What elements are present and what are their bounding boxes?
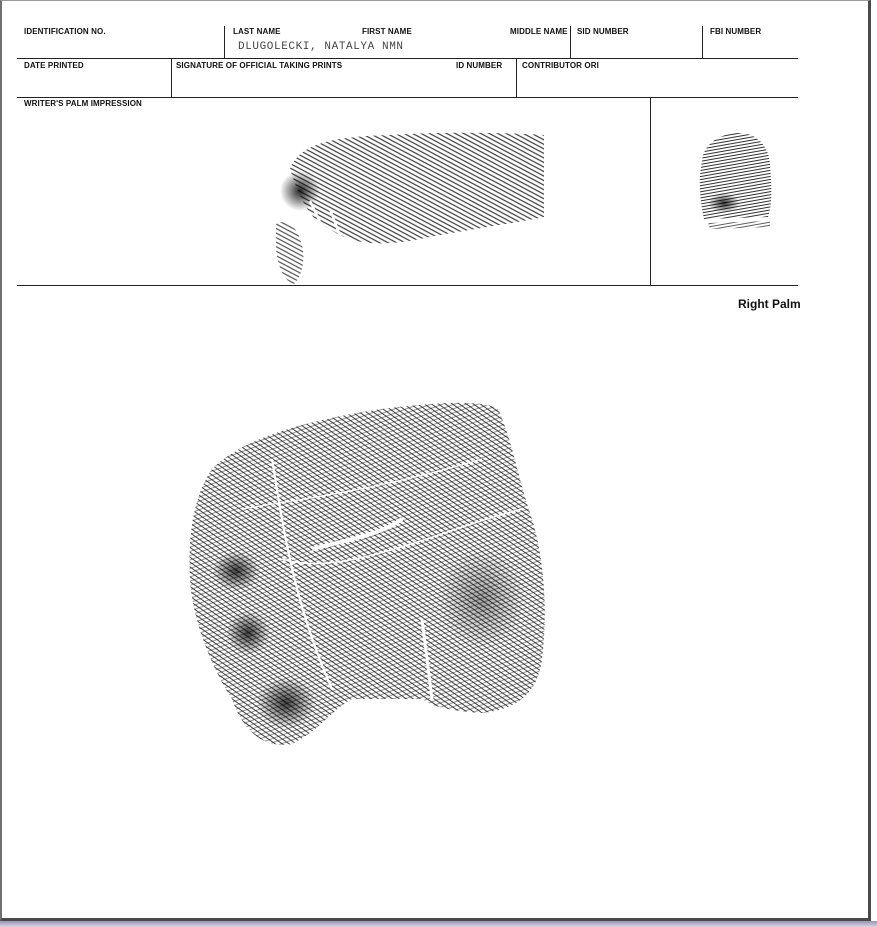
divider bbox=[17, 58, 798, 59]
writer-palm-print bbox=[270, 129, 548, 287]
date-printed-label: DATE PRINTED bbox=[24, 61, 84, 70]
divider bbox=[17, 97, 798, 98]
divider bbox=[171, 58, 172, 97]
right-palm-title: Right Palm bbox=[738, 297, 801, 311]
divider bbox=[224, 26, 225, 58]
divider bbox=[570, 26, 571, 58]
writers-palm-label: WRITER'S PALM IMPRESSION bbox=[24, 99, 142, 108]
divider bbox=[702, 26, 703, 58]
identification-no-label: IDENTIFICATION NO. bbox=[24, 27, 106, 36]
thumbprint bbox=[694, 131, 774, 231]
contributor-ori-label: CONTRIBUTOR ORI bbox=[522, 61, 599, 70]
right-palm-print bbox=[182, 399, 552, 751]
name-value: DLUGOLECKI, NATALYA NMN bbox=[238, 41, 404, 53]
window-bottom-edge bbox=[0, 921, 877, 927]
middle-name-label: MIDDLE NAME bbox=[510, 27, 568, 36]
sid-number-label: SID NUMBER bbox=[577, 27, 629, 36]
first-name-label: FIRST NAME bbox=[362, 27, 412, 36]
last-name-label: LAST NAME bbox=[233, 27, 281, 36]
fbi-number-label: FBI NUMBER bbox=[710, 27, 762, 36]
divider bbox=[650, 97, 651, 285]
id-number-label: ID NUMBER bbox=[456, 61, 503, 70]
signature-official-label: SIGNATURE OF OFFICIAL TAKING PRINTS bbox=[176, 61, 343, 70]
divider bbox=[516, 58, 517, 97]
